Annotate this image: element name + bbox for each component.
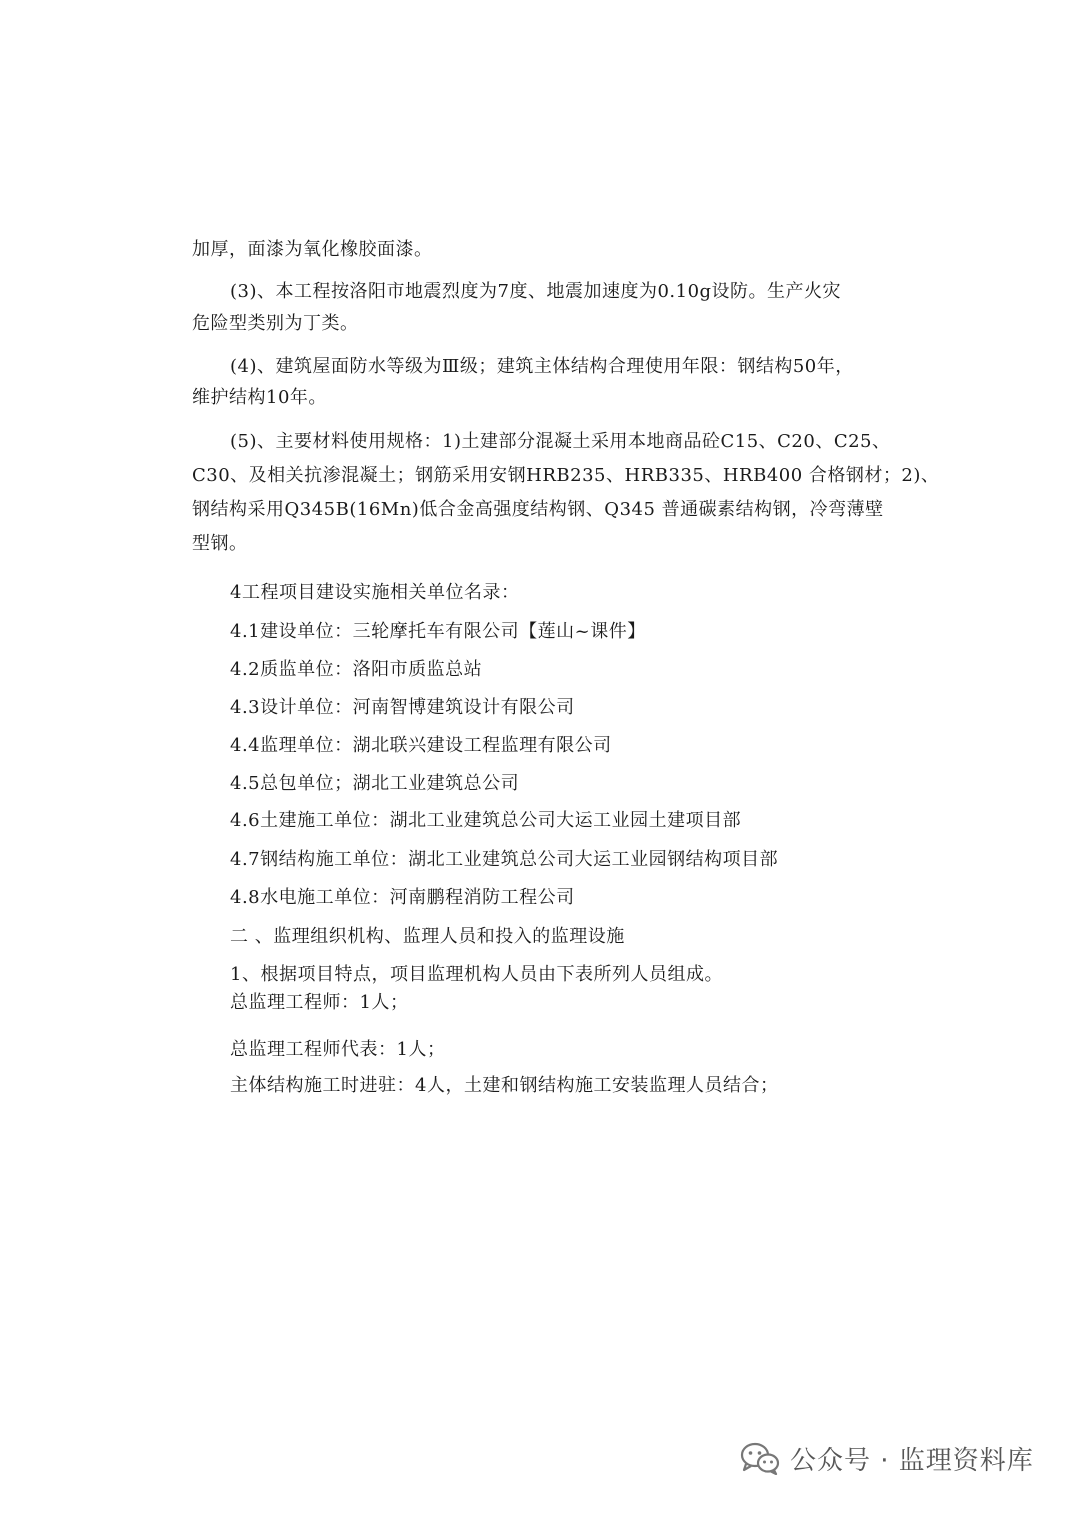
paragraph-line: 维护结构10年。 — [192, 387, 327, 408]
watermark-text: 公众号 · 监理资料库 — [790, 1445, 1034, 1476]
list-item: 4.1建设单位：三轮摩托车有限公司【莲山~课件】 — [230, 621, 646, 642]
paragraph-line: 总监理工程师：1人； — [230, 992, 409, 1013]
section-heading: 二 、监理组织机构、监理人员和投入的监理设施 — [230, 926, 625, 947]
list-item: 4.6土建施工单位：湖北工业建筑总公司大运工业园土建项目部 — [230, 810, 742, 831]
watermark — [740, 1438, 1034, 1478]
paragraph-line: C30、及相关抗渗混凝土；钢筋采用安钢HRB235、HRB335、HRB400 合格钢材；2)、 — [192, 465, 940, 486]
list-item: 4.5总包单位；湖北工业建筑总公司 — [230, 773, 520, 794]
section-heading: 4工程项目建设实施相关单位名录： — [230, 582, 520, 603]
paragraph-line: 主体结构施工时进驻：4人，土建和钢结构施工安装监理人员结合； — [230, 1075, 779, 1096]
paragraph-line: 加厚，面漆为氧化橡胶面漆。 — [192, 239, 433, 260]
list-item: 4.4监理单位：湖北联兴建设工程监理有限公司 — [230, 735, 612, 756]
paragraph-line: 总监理工程师代表：1人； — [230, 1039, 446, 1060]
paragraph-line: 钢结构采用Q345B(16Mn)低合金高强度结构钢、Q345 普通碳素结构钢，冷弯薄壁 — [192, 499, 884, 520]
paragraph-line: 型钢。 — [192, 533, 248, 554]
list-item: 4.8水电施工单位：河南鹏程消防工程公司 — [230, 887, 575, 908]
paragraph-line: (4)、建筑屋面防水等级为Ⅲ级；建筑主体结构合理使用年限：钢结构50年， — [230, 356, 854, 377]
paragraph-line: (3)、本工程按洛阳市地震烈度为7度、地震加速度为0.10g设防。生产火灾 — [230, 281, 842, 302]
paragraph-line: (5)、主要材料使用规格：1)土建部分混凝土采用本地商品砼C15、C20、C25、 — [230, 431, 891, 452]
list-item: 4.3设计单位：河南智博建筑设计有限公司 — [230, 697, 575, 718]
wechat-icon — [740, 1441, 780, 1475]
paragraph-line: 危险型类别为丁类。 — [192, 313, 359, 334]
list-item: 4.2质监单位：洛阳市质监总站 — [230, 659, 483, 680]
paragraph-line: 1、根据项目特点，项目监理机构人员由下表所列人员组成。 — [230, 964, 723, 985]
list-item: 4.7钢结构施工单位：湖北工业建筑总公司大运工业园钢结构项目部 — [230, 849, 779, 870]
